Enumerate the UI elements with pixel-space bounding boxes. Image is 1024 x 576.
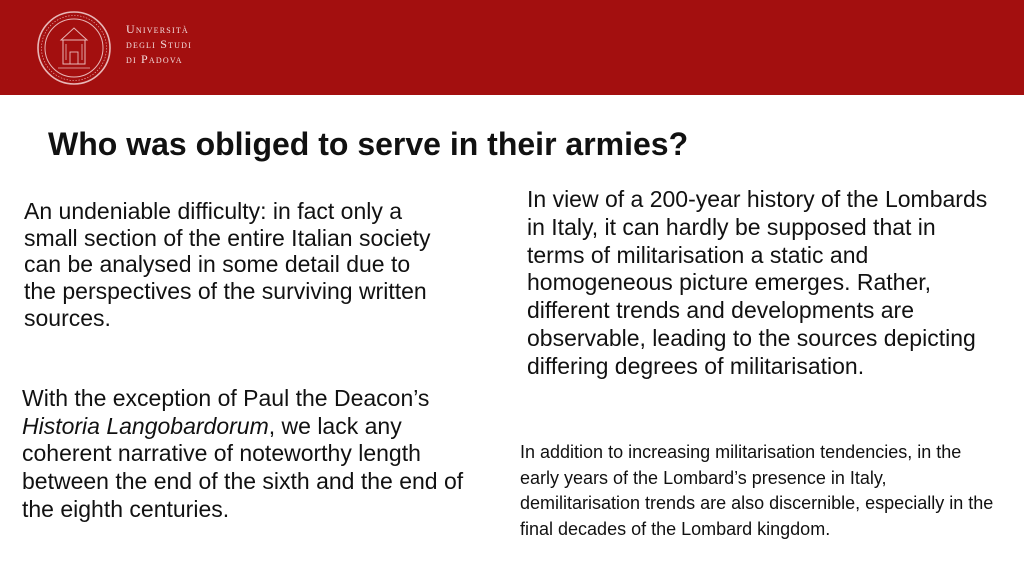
university-name-line: Università xyxy=(126,22,189,36)
text-block-history: In view of a 200-year history of the Lombards in Italy, it can hardly be supposed that in terms of militarisation a static and homogeneous picture emerges. Rather, different trends and developments are observable, leading to the sources depicting differing degrees of militarisation. xyxy=(527,186,988,379)
text-block-narrative xyxy=(22,385,472,524)
text-run: , we lack any coherent narrative of noteworthy length between the end of the sixth and the end of the eighth centuries. xyxy=(22,412,464,522)
book-title: Historia Langobardorum xyxy=(22,412,269,439)
university-name-line: di Padova xyxy=(126,52,183,66)
header-bar xyxy=(0,0,1024,95)
text-block-trends: In addition to increasing militarisation tendencies, in the early years of the Lombard’s presence in Italy, demilitarisation trends are also discernible, especially in the final decades of the Lombard kingdom. xyxy=(520,442,994,539)
text-run: With the exception of Paul the Deacon’s xyxy=(22,385,430,411)
slide-title: Who was obliged to serve in their armies? xyxy=(48,126,689,162)
text-block-difficulty: An undeniable difficulty: in fact only a small section of the entire Italian society can be analysed in some detail due to the perspectives of the surviving written sources. xyxy=(24,198,431,331)
university-name-line: degli Studi xyxy=(126,37,192,51)
university-seal-icon xyxy=(36,10,112,86)
university-name xyxy=(126,22,192,67)
